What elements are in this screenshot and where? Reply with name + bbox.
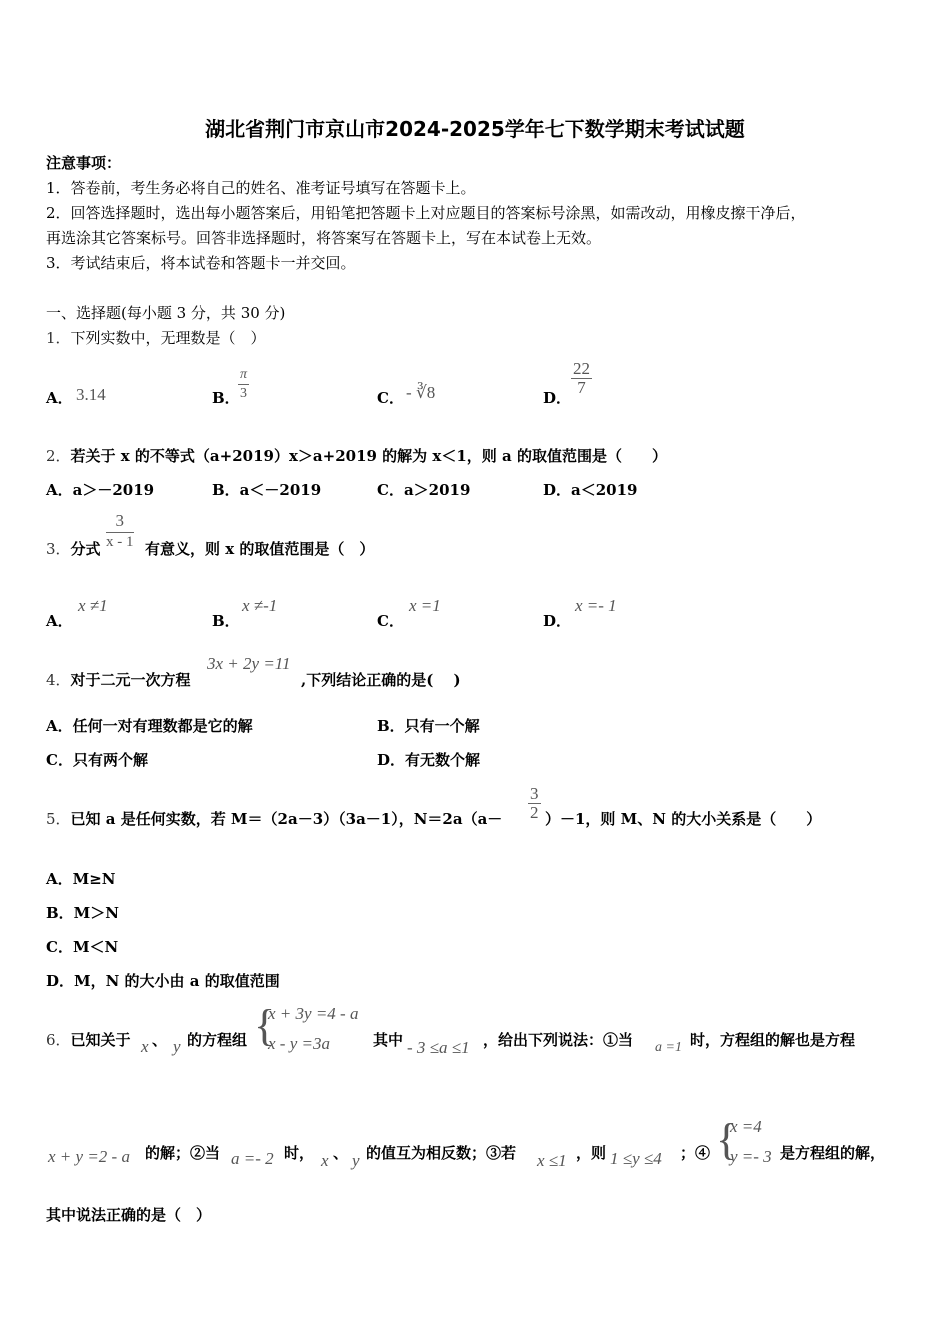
q5-option-a: A．M≥N: [46, 870, 116, 888]
q6-condition: x ≤1: [537, 1151, 567, 1170]
q3-option-b-label: B．: [212, 612, 240, 630]
q1-option-a-label: A．: [46, 389, 73, 407]
q6-stem-part-9: ，则: [576, 1144, 607, 1162]
q6-a-equals-1: a =1: [655, 1040, 682, 1055]
question-number: 6．: [46, 1031, 71, 1049]
q6-stem-part-5: 时，方程组的解也是方程: [690, 1031, 856, 1049]
q3-option-c-value: x =1: [409, 596, 441, 615]
q3-option-c-label: C．: [377, 612, 404, 630]
q1-option-c-label: C．: [377, 389, 404, 407]
q6-separator: 、: [152, 1031, 168, 1049]
q6-range: - 3 ≤a ≤1: [407, 1038, 470, 1057]
q5-option-d: D．M，N 的大小由 a 的取值范围: [46, 972, 280, 990]
q6-prefix: [46, 1029, 131, 1050]
q2-option-c: C．a＞2019: [377, 481, 471, 499]
q6-system-line-2: x - y =3a: [268, 1034, 330, 1053]
q4-equation: 3x + 2y =11: [207, 654, 291, 673]
question-1: [46, 327, 266, 348]
fraction-denominator: 3: [238, 384, 249, 403]
q1-option-b-fraction: [238, 366, 249, 403]
q5-prefix: [46, 808, 502, 829]
q3-option-d-value: x =- 1: [575, 596, 617, 615]
q3-option-d-label: D．: [543, 612, 572, 630]
q2-option-d: D．a＜2019: [543, 481, 638, 499]
question-stem: 若关于 x 的不等式（a+2019）x＞a+2019 的解为 x＜1，则 a 的取值范围是（ ）: [70, 447, 667, 465]
q6-var-x: x: [141, 1037, 149, 1056]
q3-fraction: [106, 512, 134, 551]
q5-fraction: [528, 785, 541, 822]
q6-stem-part-8: 的值互为相反数；③若: [366, 1144, 517, 1162]
q4-option-b: B．只有一个解: [377, 717, 480, 735]
question-number: 5．: [46, 810, 71, 828]
page-title: 湖北省荆门市京山市2024-2025学年七下数学期末考试试题: [205, 117, 745, 141]
fraction-numerator: 3: [106, 512, 134, 533]
q6-stem-part-6: 的解；②当: [145, 1144, 221, 1162]
section-heading: 一、选择题(每小题 3 分，共 30 分): [46, 304, 286, 322]
fraction-denominator: 2: [530, 803, 539, 822]
question-stem: 下列实数中，无理数是（ ）: [70, 329, 266, 347]
fraction-numerator: 3: [530, 784, 539, 803]
q6-stem-part-2: 的方程组: [187, 1031, 248, 1049]
question-number: 1．: [46, 329, 71, 347]
q6-stem-part-7: 时，: [284, 1144, 315, 1162]
notice-item-1: 1．答卷前，考生务必将自己的姓名、准考证号填写在答题卡上。: [46, 179, 476, 197]
q6-a-equals-neg2: a =- 2: [231, 1149, 274, 1168]
q6-stem-part-11: 是方程组的解，: [780, 1144, 886, 1162]
q1-option-d-fraction: [571, 360, 592, 397]
q1-option-d-label: D．: [543, 389, 572, 407]
fraction-numerator: π: [240, 367, 248, 382]
notice-item-2-cont: 再选涂其它答案标号。回答非选择题时，将答案写在答题卡上，写在本试卷上无效。: [46, 229, 602, 247]
q1-option-a-value: 3.14: [76, 385, 106, 404]
question-stem-part: 已知关于: [70, 1031, 131, 1049]
notice-item-2: 2．回答选择题时，选出每小题答案后，用铅笔把答题卡上对应题目的答案标号涂黑，如需改动，用橡皮擦干净后，: [46, 204, 806, 222]
q3-prefix: [46, 538, 101, 559]
question-number: 4．: [46, 671, 71, 689]
fraction-denominator: 7: [577, 378, 586, 397]
q3-option-b-value: x ≠-1: [242, 596, 278, 615]
fraction-numerator: 22: [573, 359, 590, 378]
q3-stem-post: 有意义，则 x 的取值范围是（ ）: [145, 540, 375, 558]
question-number: 2．: [46, 447, 71, 465]
q6-solution-x: x =4: [730, 1117, 762, 1136]
notice-heading: 注意事项：: [46, 154, 122, 172]
q6-stem-part-3: 其中: [373, 1031, 404, 1049]
q6-stem-part-4: ，给出下列说法：①当: [483, 1031, 634, 1049]
left-brace-icon: {: [254, 1001, 276, 1050]
q6-solution-y: y =- 3: [730, 1147, 772, 1166]
q6-separator-2: 、: [333, 1144, 349, 1162]
q6-last-line: 其中说法正确的是（ ）: [46, 1206, 212, 1224]
q3-option-a-label: A．: [46, 612, 73, 630]
q6-var-x-2: x: [321, 1151, 329, 1170]
q6-y-range: 1 ≤y ≤4: [610, 1149, 662, 1168]
q5-option-c: C．M＜N: [46, 938, 119, 956]
question-number: 3．: [46, 540, 71, 558]
q5-option-b: B．M＞N: [46, 904, 119, 922]
question-stem-pre: 对于二元一次方程: [70, 671, 191, 689]
question-stem-pre: 分式: [70, 540, 101, 558]
q4-option-c: C．只有两个解: [46, 751, 148, 769]
question-stem-pre: 已知 a 是任何实数，若 M＝（2a－3）（3a－1），N＝2a（a－: [70, 810, 503, 828]
notice-item-3: 3．考试结束后，将本试卷和答题卡一并交回。: [46, 254, 356, 272]
q4-stem-post: ,下列结论正确的是( ): [301, 671, 461, 689]
q2-option-a: A．a＞－2019: [46, 481, 155, 499]
left-brace-icon: {: [716, 1115, 738, 1164]
q3-option-a-value: x ≠1: [78, 596, 108, 615]
q6-system-line-1: x + 3y =4 - a: [268, 1004, 359, 1023]
q4-option-d: D．有无数个解: [377, 751, 481, 769]
q6-stem-part-10: ；④: [680, 1144, 711, 1162]
q2-option-b: B．a＜－2019: [212, 481, 322, 499]
q1-option-b-label: B．: [212, 389, 240, 407]
question-2: [46, 445, 667, 466]
q6-var-y: y: [173, 1037, 181, 1056]
q5-stem-post: ）－1，则 M、N 的大小关系是（ ）: [545, 810, 822, 828]
q6-equation-2: x + y =2 - a: [48, 1147, 130, 1166]
q4-option-a: A．任何一对有理数都是它的解: [46, 717, 253, 735]
q4-prefix: [46, 669, 191, 690]
fraction-denominator: x - 1: [106, 534, 134, 550]
q1-option-c-value: - ∛8: [406, 383, 436, 402]
q6-var-y-2: y: [352, 1151, 360, 1170]
